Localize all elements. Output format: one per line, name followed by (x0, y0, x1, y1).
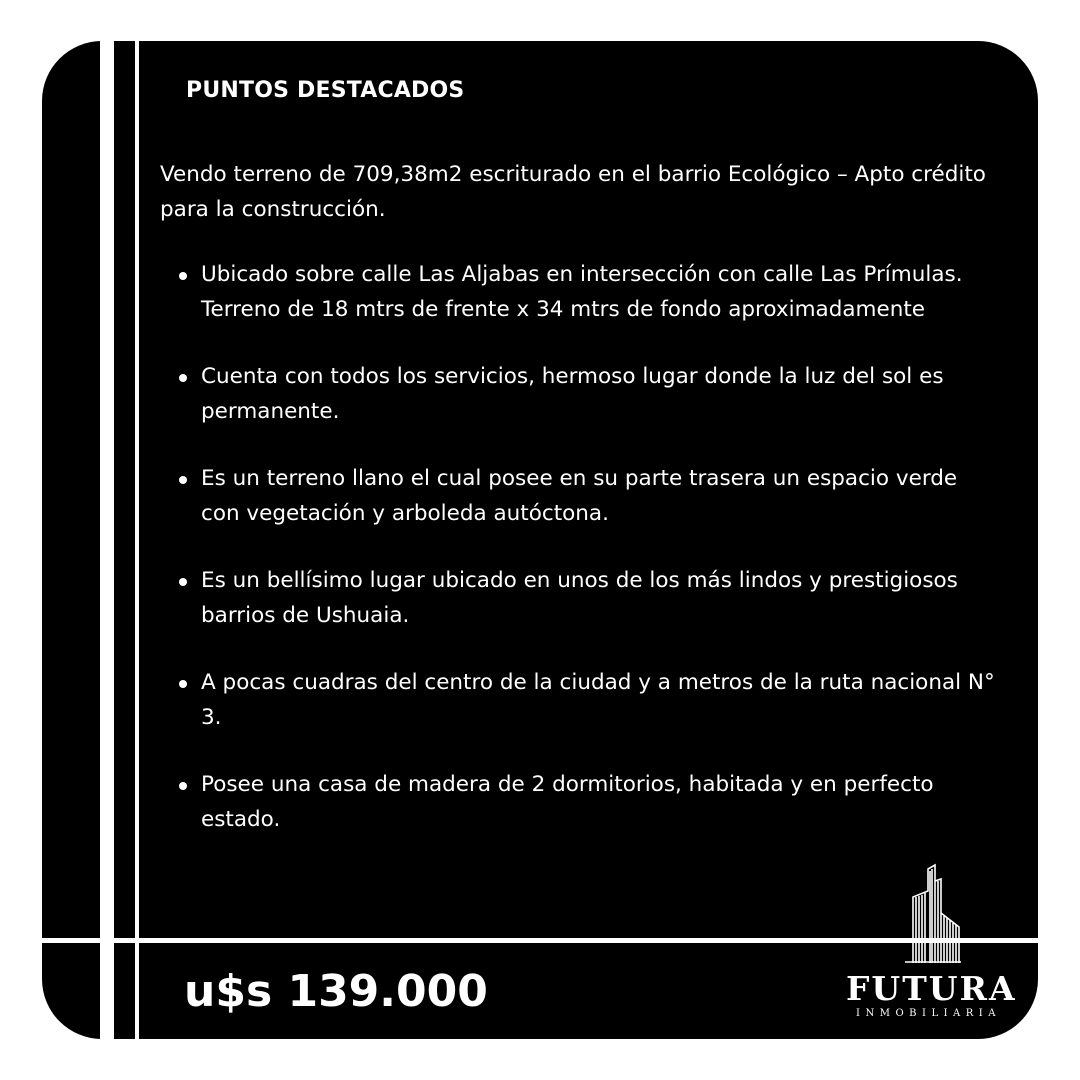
decorative-vertical-line (100, 41, 114, 1039)
price-label: u$s 139.000 (184, 966, 488, 1017)
bullet-icon (179, 578, 187, 586)
bullet-icon (179, 476, 187, 484)
brand-logo (846, 861, 1017, 1021)
bullet-icon (179, 680, 187, 688)
bullet-icon (179, 272, 187, 280)
list-item (201, 360, 1001, 429)
list-item (201, 768, 1001, 837)
decorative-vertical-line (135, 41, 139, 1039)
list-item-text: Es un terreno llano el cual posee en su parte trasera un espacio verde con vegetación y arboleda autóctona. (201, 466, 958, 526)
bullet-icon (179, 374, 187, 382)
brand-subtitle: INMOBILIARIA (856, 1008, 1001, 1019)
list-item (201, 258, 1001, 327)
list-item-text: Es un bellísimo lugar ubicado en unos de los más lindos y prestigiosos barrios de Ushuaia. (201, 568, 958, 628)
building-icon (901, 861, 961, 963)
listing-card (42, 41, 1038, 1039)
list-item-text: Cuenta con todos los servicios, hermoso lugar donde la luz del sol es permanente. (201, 364, 944, 424)
list-item-text: Ubicado sobre calle Las Aljabas en intersección con calle Las Prímulas. Terreno de 18 mtrs de frente x 34 mtrs de fondo aproximadamente (201, 262, 963, 322)
bullet-icon (179, 782, 187, 790)
brand-name: FUTURA (846, 969, 1017, 1008)
section-title: PUNTOS DESTACADOS (186, 78, 465, 103)
list-item (201, 462, 1001, 531)
highlights-list (201, 258, 1001, 870)
list-item (201, 666, 1001, 735)
list-item-text: A pocas cuadras del centro de la ciudad y a metros de la ruta nacional N° 3. (201, 670, 995, 730)
intro-text: Vendo terreno de 709,38m2 escriturado en el barrio Ecológico – Apto crédito para la construcción. (160, 162, 986, 222)
list-item (201, 564, 1001, 633)
list-item-text: Posee una casa de madera de 2 dormitorios, habitada y en perfecto estado. (201, 772, 934, 832)
